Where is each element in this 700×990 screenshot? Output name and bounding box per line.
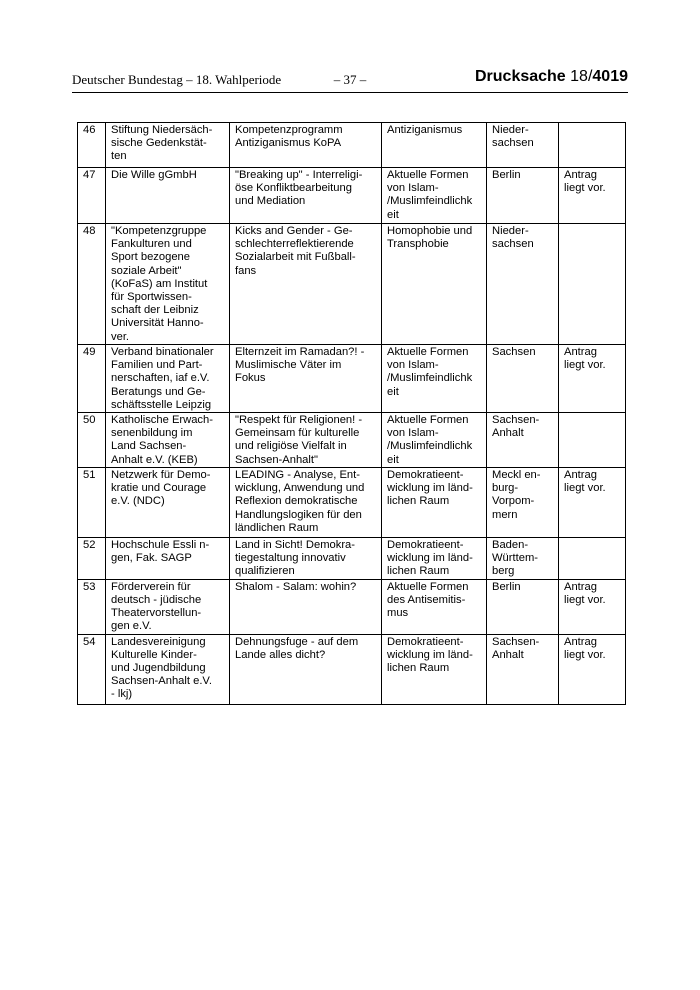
doc-number-suffix: 4019: [592, 68, 628, 85]
table-row: [78, 468, 626, 538]
cell-nr: 46: [78, 123, 106, 168]
cell-projekt: Shalom - Salam: wohin?: [230, 579, 382, 634]
cell-traeger: Verband binationaler Familien und Part- nerschaften, iaf e.V. Beratungs und Ge- schäftsstelle Leipzig: [106, 345, 230, 413]
cell-nr: 53: [78, 579, 106, 634]
cell-antrag: [559, 224, 626, 345]
cell-nr: 52: [78, 538, 106, 580]
cell-traeger: Hochschule Essli n- gen, Fak. SAGP: [106, 538, 230, 580]
cell-antrag: Antrag liegt vor.: [559, 168, 626, 224]
cell-thema: Aktuelle Formen von Islam- /Muslimfeindlichk eit: [382, 413, 487, 468]
header-page-number: – 37 –: [333, 72, 367, 87]
cell-projekt: LEADING - Analyse, Ent- wicklung, Anwendung und Reflexion demokratische Handlungslogiken für den ländlichen Raum: [230, 468, 382, 538]
cell-antrag: [559, 538, 626, 580]
cell-traeger: Stiftung Niedersäch- sische Gedenkstät- ten: [106, 123, 230, 168]
table-row: [78, 579, 626, 634]
cell-thema: Antiziganismus: [382, 123, 487, 168]
cell-antrag: Antrag liegt vor.: [559, 579, 626, 634]
header-parliament-period: Deutscher Bundestag – 18. Wahlperiode: [72, 72, 282, 87]
cell-land: Nieder- sachsen: [487, 123, 559, 168]
cell-nr: 51: [78, 468, 106, 538]
cell-land: Nieder- sachsen: [487, 224, 559, 345]
cell-nr: 48: [78, 224, 106, 345]
cell-projekt: Kicks and Gender - Ge- schlechterreflektierende Sozialarbeit mit Fußball- fans: [230, 224, 382, 345]
cell-nr: 49: [78, 345, 106, 413]
table-row: [78, 345, 626, 413]
cell-land: Sachsen- Anhalt: [487, 634, 559, 704]
cell-land: Berlin: [487, 168, 559, 224]
cell-traeger: Katholische Erwach- senenbildung im Land Sachsen- Anhalt e.V. (KEB): [106, 413, 230, 468]
cell-traeger: Landesvereinigung Kulturelle Kinder- und Jugendbildung Sachsen-Anhalt e.V. - lkj): [106, 634, 230, 704]
cell-traeger: Förderverein für deutsch - jüdische Theatervorstellun- gen e.V.: [106, 579, 230, 634]
cell-thema: Aktuelle Formen des Antisemitis- mus: [382, 579, 487, 634]
cell-land: Sachsen- Anhalt: [487, 413, 559, 468]
cell-traeger: "Kompetenzgruppe Fankulturen und Sport bezogene soziale Arbeit" (KoFaS) am Institut für Sportwissen- schaft der Leibniz Universität Hanno- ver.: [106, 224, 230, 345]
cell-nr: 50: [78, 413, 106, 468]
cell-thema: Demokratieent- wicklung im länd- lichen Raum: [382, 468, 487, 538]
cell-projekt: Elternzeit im Ramadan?! - Muslimische Väter im Fokus: [230, 345, 382, 413]
cell-antrag: [559, 413, 626, 468]
table-row: [78, 123, 626, 168]
doc-label: Drucksache: [474, 68, 566, 85]
page-header: [72, 68, 628, 93]
cell-nr: 47: [78, 168, 106, 224]
header-document-number: [475, 68, 628, 86]
cell-nr: 54: [78, 634, 106, 704]
cell-thema: Homophobie und Transphobie: [382, 224, 487, 345]
cell-projekt: Land in Sicht! Demokra- tiegestaltung innovativ qualifizieren: [230, 538, 382, 580]
cell-land: Baden- Württem- berg: [487, 538, 559, 580]
table-row: [78, 224, 626, 345]
cell-antrag: Antrag liegt vor.: [559, 634, 626, 704]
cell-traeger: Die Wille gGmbH: [106, 168, 230, 224]
cell-projekt: Dehnungsfuge - auf dem Lande alles dicht?: [230, 634, 382, 704]
cell-thema: Demokratieent- wicklung im länd- lichen Raum: [382, 538, 487, 580]
doc-number-prefix: 18/: [570, 68, 593, 85]
cell-projekt: Kompetenzprogramm Antiziganismus KoPA: [230, 123, 382, 168]
project-table: [77, 122, 626, 705]
table-row: [78, 168, 626, 224]
table-row: [78, 413, 626, 468]
table-row: [78, 538, 626, 580]
cell-land: Meckl en- burg- Vorpom- mern: [487, 468, 559, 538]
table-row: [78, 634, 626, 704]
cell-projekt: "Respekt für Religionen! - Gemeinsam für kulturelle und religiöse Vielfalt in Sachsen-Anhalt": [230, 413, 382, 468]
cell-antrag: Antrag liegt vor.: [559, 468, 626, 538]
cell-thema: Demokratieent- wicklung im länd- lichen Raum: [382, 634, 487, 704]
cell-land: Berlin: [487, 579, 559, 634]
cell-projekt: "Breaking up" - Interreligi- öse Konfliktbearbeitung und Mediation: [230, 168, 382, 224]
cell-thema: Aktuelle Formen von Islam- /Muslimfeindlichk eit: [382, 168, 487, 224]
cell-land: Sachsen: [487, 345, 559, 413]
cell-traeger: Netzwerk für Demo- kratie und Courage e.V. (NDC): [106, 468, 230, 538]
cell-antrag: Antrag liegt vor.: [559, 345, 626, 413]
cell-thema: Aktuelle Formen von Islam- /Muslimfeindlichk eit: [382, 345, 487, 413]
cell-antrag: [559, 123, 626, 168]
